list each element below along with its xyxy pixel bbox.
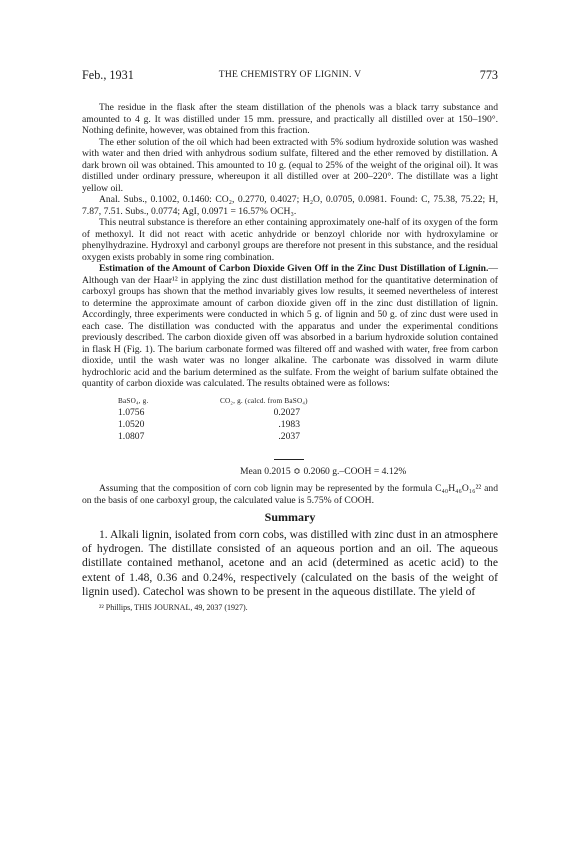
table-header-baso4: BaSO₄, g.	[118, 396, 149, 405]
table-cell: 0.2027	[273, 407, 300, 419]
paragraph-residue: The residue in the flask after the steam distillation of the phenols was a black tarry substance and amounted to 4 g. It was distilled under 15 mm. pressure, and practically all distilled over at 150–190°. Nothing definite, however, was obtained from this fraction.	[82, 102, 498, 136]
table-header-co2: CO₂, g. (calcd. from BaSO₄)	[220, 396, 308, 405]
paragraph-ether-solution: The ether solution of the oil which had been extracted with 5% sodium hydroxide solution was washed with water and then dried with anhydrous sodium sulfate, filtered and the ether removed by distillation. A dark brown oil was obtained. This amounted to 10 g. (equal to 25% of the weight of the original oil). It was distilled under ordinary pressure, whereupon it all distilled over at 200–220°. The distillate was a light yellow oil.	[82, 136, 498, 194]
running-header	[82, 68, 498, 86]
section-text: —Although van der Haar¹² in applying the zinc dust distillation method for the quantitative determination of carboxyl groups has shown that the method invariably gives low results, it seemed nevertheless of interest to determine the approximate amount of carbon dioxide given off in the zinc dust distillation of lignin. Accordingly, three experiments were conducted in which 5 g. of lignin and 50 g. of zinc dust were used in each case. The distillation was conducted with the apparatus and under the experimental conditions previously described. The carbon dioxide given off was absorbed in a barium hydroxide solution contained in flask H (Fig. 1). The barium carbonate formed was filtered off and washed with water, free from carbon dioxide, until the wash water was no longer alkaline. The carbonate was dissolved in warm dilute hydrochloric acid and the barium determined as the sulfate. From the weight of barium sulfate obtained the quantity of carbon dioxide was calculated. The results obtained were as follows:	[82, 263, 498, 389]
paragraph-composition: Assuming that the composition of corn cob lignin may be represented by the formula C₄₀H₄₆O₁₆²² and on the basis of one carboxyl group, the calculated value is 5.75% of COOH.	[82, 483, 498, 506]
paragraph-analysis: Anal. Subs., 0.1002, 0.1460: CO₂, 0.2770, 0.4027; H₂O, 0.0705, 0.0981. Found: C, 75.38, 75.22; H, 7.87, 7.51. Subs., 0.0774; AgI, 0.0971 = 16.57% OCH₃.	[82, 194, 498, 217]
table-cell: .2037	[278, 430, 300, 442]
paragraph-neutral-substance: This neutral substance is therefore an ether containing approximately one-half of its oxygen of the form of methoxyl. It did not react with acetic anhydride or benzoyl chloride nor with hydroxylamine or phenylhydrazine. Hydroxyl and carbonyl groups are therefore not present in this substance, and the residual oxygen exists probably in some ring combination.	[82, 217, 498, 263]
summary-heading: Summary	[264, 510, 316, 524]
table-cell: 1.0807	[118, 430, 145, 442]
summary-paragraph: 1. Alkali lignin, isolated from corn cobs, was distilled with zinc dust in an atmosphere of hydrogen. The distillate consisted of an aqueous portion and an oil. The aqueous distillate contained methanol, acetone and an acid (determined as acetic acid) to the extent of 1.48, 0.36 and 0.24%, respectively (calculated on the basis of the weight of lignin used). Catechol was shown to be present in the aqueous distillate. The yield of	[82, 527, 498, 599]
article-body	[82, 102, 498, 621]
table-column-co2	[220, 396, 380, 443]
table-cell: 1.0756	[118, 407, 145, 419]
header-date: Feb., 1931	[82, 68, 134, 82]
table-cell: 1.0520	[118, 419, 145, 431]
section-heading: Estimation of the Amount of Carbon Dioxide Given Off in the Zinc Dust Distillation of Lignin.	[99, 263, 489, 274]
table-cell: .1983	[278, 419, 300, 431]
paragraph-carbon-dioxide	[82, 263, 498, 390]
results-table	[82, 396, 498, 464]
page-number: 773	[479, 68, 498, 82]
sum-rule	[274, 459, 304, 460]
table-column-baso4	[117, 396, 187, 443]
header-title: THE CHEMISTRY OF LIGNIN. V	[218, 69, 362, 80]
footnote: ²² Phillips, THIS JOURNAL, 49, 2037 (1927).	[99, 602, 248, 612]
mean-line: Mean 0.2015 ≎ 0.2060 g.–COOH = 4.12%	[240, 465, 407, 477]
